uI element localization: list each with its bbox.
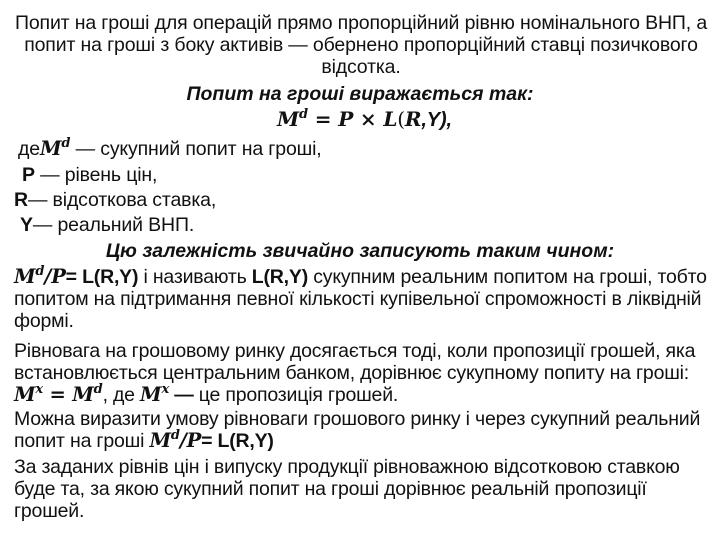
equilibrium-mx2-symbol: M [140, 383, 162, 406]
definition-md-superscript: d [61, 136, 71, 151]
equilibrium-mx-superscript: x [35, 382, 43, 397]
definition-r-text: — відсоткова ставка, [27, 189, 217, 211]
alternative-text-1: Можна виразити умову рівноваги грошового ринку і через сукупний реальний попит на гроші [14, 408, 701, 452]
real-demand-rest: сукупним реальним попитом на гроші, тобто попитом на підтримання певної кількості купівельної спроможності в ліквідній формі. [14, 266, 707, 332]
definition-p-symbol: P [22, 164, 35, 186]
paragraph-final: За заданих рівнів цін і випуску продукції рівноважною відсотковою ставкою буде та, за якою сукупний попит на гроші дорівнює реальній пропозиції грошей. [14, 456, 680, 522]
definition-y [20, 214, 194, 236]
intro-paragraph: Попит на гроші для операцій прямо пропорційний рівню номінального ВНП, а попит на гроші з боку активів — обернено пропорційний ставці позичкового відсотка. [14, 12, 708, 78]
definition-y-symbol: Y [20, 214, 33, 236]
money-demand-formula [277, 108, 452, 131]
alternative-eq: = L(R,Y) [201, 430, 274, 452]
formula-l: L [383, 107, 398, 131]
definition-r [14, 189, 216, 211]
definition-p [22, 164, 157, 186]
real-demand-md-symbol: M [14, 265, 36, 288]
heading-money-demand: Попит на гроші виражається так: [186, 83, 534, 105]
real-demand-mid: і називають [138, 266, 252, 288]
formula-times: × [353, 107, 384, 131]
paragraph-equilibrium [14, 340, 714, 406]
definition-prefix: де [18, 138, 40, 160]
alternative-md-superscript: d [170, 428, 180, 443]
formula-open-paren: ( [397, 107, 405, 131]
real-demand-eq: = L(R,Y) [65, 266, 139, 288]
definition-md-symbol: M [39, 137, 62, 160]
equilibrium-text-2: , де [102, 384, 141, 406]
real-demand-slash-p: /P [44, 265, 66, 288]
formula-md-superscript: d [299, 107, 308, 122]
definition-md [18, 138, 322, 160]
real-demand-md-superscript: d [35, 264, 45, 279]
definition-y-text: — реальний ВНП. [32, 214, 195, 236]
formula-md-symbol: M [277, 107, 299, 131]
alternative-md-symbol: M [149, 429, 171, 452]
equilibrium-mx2-superscript: x [161, 382, 169, 397]
paragraph-real-demand [14, 266, 714, 332]
equilibrium-md-symbol: M [72, 383, 94, 406]
equilibrium-text-3: це пропозиція грошей. [193, 384, 399, 406]
definition-md-text: — сукупний попит на гроші, [70, 138, 322, 160]
equilibrium-text-1: Рівновага на грошовому ринку досягається тоді, коли пропозиції грошей, яка встановлюється центральним банком, дорівнює сукупному попиту на гроші: [14, 340, 696, 384]
equilibrium-dash: — [169, 384, 194, 406]
equilibrium-mx-symbol: M [14, 383, 36, 406]
formula-equals: = [307, 107, 339, 131]
formula-p: P [338, 107, 354, 131]
paragraph-alternative-condition [14, 408, 714, 452]
definition-r-symbol: R [14, 189, 28, 211]
equilibrium-md-superscript: d [93, 382, 103, 397]
formula-rest: ,Y), [421, 109, 452, 131]
alternative-slash-p: /P [179, 429, 202, 452]
equilibrium-equals: = [42, 383, 73, 406]
real-demand-lry: L(R,Y) [251, 266, 309, 288]
definition-p-text: — рівень цін, [34, 164, 158, 186]
formula-r: R [404, 107, 422, 131]
heading-notation: Цю залежність звичайно записують таким чином: [105, 240, 615, 262]
